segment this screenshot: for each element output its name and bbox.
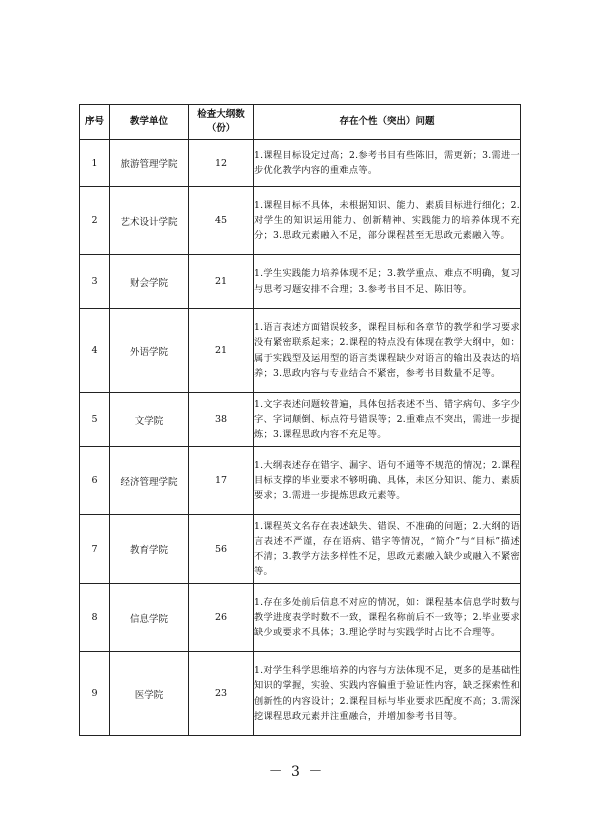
table-header-row [80, 105, 521, 140]
row-index: 5 [80, 393, 110, 447]
row-issues: 1.课程目标设定过高；2.参考书目有些陈旧，需更新；3.需进一步优化教学内容的重难点等。 [254, 140, 521, 187]
table-row [80, 584, 521, 652]
page-number: － 3 － [268, 764, 325, 780]
table-row [80, 393, 521, 447]
row-index: 4 [80, 309, 110, 393]
row-issues: 1.学生实践能力培养体现不足；3.教学重点、难点不明确，复习与思考习题安排不合理；3.参考书目不足、陈旧等。 [254, 255, 521, 309]
row-count: 21 [189, 309, 254, 393]
row-unit: 教育学院 [110, 515, 189, 584]
row-count: 17 [189, 447, 254, 515]
review-table [79, 104, 521, 736]
row-unit: 旅游管理学院 [110, 140, 189, 187]
header-issues: 存在个性（突出）问题 [254, 105, 521, 140]
row-index: 7 [80, 515, 110, 584]
row-issues: 1.存在多处前后信息不对应的情况，如：课程基本信息学时数与教学进度表学时数不一致，课程名称前后不一致等；2.毕业要求缺少或要求不具体；3.理论学时与实践学时占比不合理等。 [254, 584, 521, 652]
row-issues: 1.文字表述问题较普遍，具体包括表述不当、错字病句、多字少字、字词颠倒、标点符号错误等；2.重难点不突出，需进一步提炼；3.课程思政内容不充足等。 [254, 393, 521, 447]
table-row [80, 309, 521, 393]
row-count: 12 [189, 140, 254, 187]
table-row [80, 515, 521, 584]
row-issues: 1.语言表述方面错误较多，课程目标和各章节的教学和学习要求没有紧密联系起来；2.课程的特点没有体现在教学大纲中，如：属于实践型及运用型的语言类课程缺少对语言的输出及表达的培养；3.思政内容与专业结合不紧密，参考书目数量不足等。 [254, 309, 521, 393]
row-unit: 财会学院 [110, 255, 189, 309]
row-count: 38 [189, 393, 254, 447]
table-row [80, 447, 521, 515]
row-unit: 文学院 [110, 393, 189, 447]
row-unit: 医学院 [110, 652, 189, 736]
row-issues: 1.大纲表述存在错字、漏字、语句不通等不规范的情况；2.课程目标支撑的毕业要求不够明确、具体，未区分知识、能力、素质要求；3.需进一步提炼思政元素等。 [254, 447, 521, 515]
row-issues: 1.课程目标不具体，未根据知识、能力、素质目标进行细化；2.对学生的知识运用能力、创新精神、实践能力的培养体现不充分；3.思政元素融入不足，部分课程甚至无思政元素融入等。 [254, 187, 521, 255]
row-index: 1 [80, 140, 110, 187]
row-index: 3 [80, 255, 110, 309]
row-issues: 1.课程英文名存在表述缺失、错误、不准确的问题；2.大纲的语言表述不严谨，存在语病、错字等情况，“简介”与“目标”描述不清；3.教学方法多样性不足，思政元素融入缺少或融入不紧密等。 [254, 515, 521, 584]
row-count: 21 [189, 255, 254, 309]
row-count: 23 [189, 652, 254, 736]
row-index: 8 [80, 584, 110, 652]
row-unit: 信息学院 [110, 584, 189, 652]
row-index: 2 [80, 187, 110, 255]
table-row [80, 187, 521, 255]
row-unit: 外语学院 [110, 309, 189, 393]
header-index: 序号 [80, 105, 110, 140]
row-count: 45 [189, 187, 254, 255]
table-row [80, 140, 521, 187]
row-unit: 艺术设计学院 [110, 187, 189, 255]
row-index: 6 [80, 447, 110, 515]
row-index: 9 [80, 652, 110, 736]
header-teaching-unit: 教学单位 [110, 105, 189, 140]
row-unit: 经济管理学院 [110, 447, 189, 515]
header-syllabus-count: 检查大纲数（份） [189, 105, 254, 140]
row-count: 26 [189, 584, 254, 652]
row-issues: 1.对学生科学思维培养的内容与方法体现不足，更多的是基础性知识的掌握，实验、实践内容偏重于验证性内容，缺乏探索性和创新性的内容设计；2.课程目标与毕业要求匹配度不高；3.需深挖课程思政元素并注重融合，并增加参考书目等。 [254, 652, 521, 736]
table-row [80, 652, 521, 736]
table-row [80, 255, 521, 309]
row-count: 56 [189, 515, 254, 584]
